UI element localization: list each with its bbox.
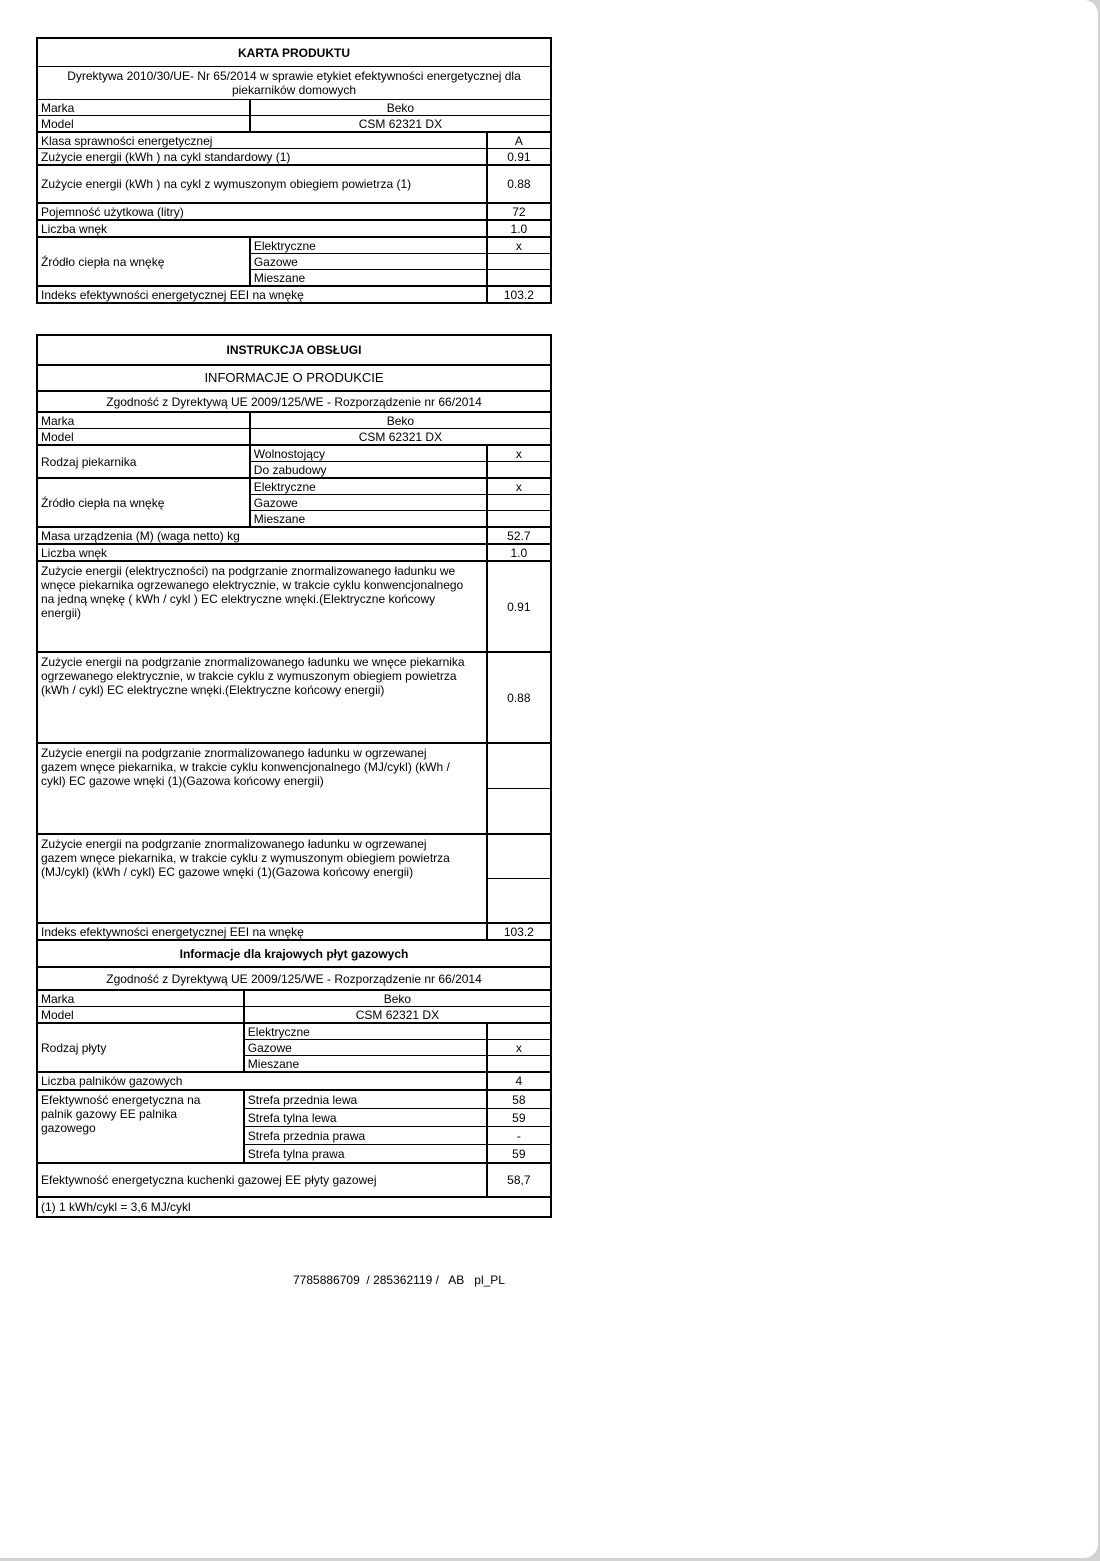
karta-directive: Dyrektywa 2010/30/UE- Nr 65/2014 w sprawie etykiet efektywności energetycznej dla piekarników domowych	[37, 67, 551, 100]
karta-klasa-value: A	[487, 132, 551, 149]
karta-zrodlo-option-label: Gazowe	[250, 254, 487, 270]
instrukcja-rodzaj-label: Rodzaj piekarnika	[37, 445, 250, 478]
karta-zuzycie-std-label: Zużycie energii (kWh ) na cykl standardowy (1)	[37, 149, 487, 166]
karta-zrodlo-option-label: Elektryczne	[250, 237, 487, 254]
instrukcja-model-value: CSM 62321 DX	[250, 429, 551, 446]
instrukcja-ec-el-fan-label: Zużycie energii na podgrzanie znormalizowanego ładunku we wnęce piekarnika ogrzewanego elektrycznie, w trakcie cyklu z wymuszonym obiegiem powietrza (kWh / cykl) EC elektryczne wnęki.(Elektryczne końcowy energii)	[37, 652, 487, 743]
gaz-ee-plyta-value: 58,7	[487, 1163, 551, 1197]
instrukcja-eei-label: Indeks efektywności energetycznej EEI na wnękę	[37, 923, 487, 940]
gaz-palniki-label: Liczba palników gazowych	[37, 1072, 487, 1090]
gaz-rodzaj-label: Rodzaj płyty	[37, 1023, 244, 1072]
instrukcja-directive: Zgodność z Dyrektywą UE 2009/125/WE - Rozporządzenie nr 66/2014	[37, 391, 551, 412]
karta-pojemnosc-value: 72	[487, 203, 551, 220]
gaz-marka-label: Marka	[37, 990, 244, 1007]
gaz-strefa-value: 58	[487, 1090, 551, 1109]
instrukcja-eei-value: 103.2	[487, 923, 551, 940]
instrukcja-title: INSTRUKCJA OBSŁUGI	[37, 335, 551, 365]
instrukcja-marka-value: Beko	[250, 412, 551, 429]
gaz-rodzaj-option-label: Elektryczne	[244, 1023, 487, 1040]
gaz-strefa-value: 59	[487, 1145, 551, 1164]
karta-marka-value: Beko	[250, 100, 551, 116]
gaz-title: Informacje dla krajowych płyt gazowych	[37, 940, 551, 967]
instrukcja-liczba-label: Liczba wnęk	[37, 544, 487, 561]
instrukcja-subtitle: INFORMACJE O PRODUKCIE	[37, 365, 551, 391]
instrukcja-marka-label: Marka	[37, 412, 250, 429]
karta-zuzycie-std-value: 0.91	[487, 149, 551, 166]
instrukcja-zrodlo-option-value	[487, 495, 551, 511]
karta-klasa-label: Klasa sprawności energetycznej	[37, 132, 487, 149]
instrukcja-ec-el-std-value: 0.91	[487, 561, 551, 652]
instrukcja-zrodlo-option-label: Gazowe	[250, 495, 487, 511]
karta-eei-value: 103.2	[487, 286, 551, 303]
karta-zrodlo-option-label: Mieszane	[250, 270, 487, 287]
karta-model-value: CSM 62321 DX	[250, 116, 551, 133]
instrukcja-ec-el-fan-value: 0.88	[487, 652, 551, 743]
instrukcja-zrodlo-option-value: x	[487, 478, 551, 495]
gaz-strefa-value: -	[487, 1127, 551, 1145]
gaz-rodzaj-option-label: Mieszane	[244, 1056, 487, 1073]
gaz-directive: Zgodność z Dyrektywą UE 2009/125/WE - Rozporządzenie nr 66/2014	[37, 967, 551, 990]
instrukcja-ec-gas-fan-kwh-value	[487, 879, 551, 924]
gaz-palniki-value: 4	[487, 1072, 551, 1090]
karta-title: KARTA PRODUKTU	[37, 38, 551, 67]
instrukcja-ec-gas-std-mj-value	[487, 743, 551, 789]
gaz-strefa-value: 59	[487, 1109, 551, 1127]
gaz-strefa-label: Strefa tylna lewa	[244, 1109, 487, 1127]
gaz-strefa-label: Strefa tylna prawa	[244, 1145, 487, 1164]
karta-liczba-label: Liczba wnęk	[37, 220, 487, 237]
instrukcja-zrodlo-option-label: Mieszane	[250, 511, 487, 528]
karta-zrodlo-option-value	[487, 270, 551, 287]
gaz-rodzaj-option-label: Gazowe	[244, 1040, 487, 1056]
instrukcja-zrodlo-option-value	[487, 511, 551, 528]
gaz-strefa-label: Strefa przednia prawa	[244, 1127, 487, 1145]
gaz-rodzaj-option-value: x	[487, 1040, 551, 1056]
karta-zrodlo-option-value: x	[487, 237, 551, 254]
document-code: 7785886709 / 285362119 / AB pl_PL	[293, 1273, 505, 1287]
gaz-ee-plyta-label: Efektywność energetyczna kuchenki gazowej EE płyty gazowej	[37, 1163, 487, 1197]
gaz-strefa-label: Strefa przednia lewa	[244, 1090, 487, 1109]
instrukcja-masa-label: Masa urządzenia (M) (waga netto) kg	[37, 527, 487, 544]
instrukcja-obslugi-table	[36, 334, 552, 1218]
gaz-model-value: CSM 62321 DX	[244, 1007, 551, 1024]
karta-eei-label: Indeks efektywności energetycznej EEI na wnękę	[37, 286, 487, 303]
gaz-rodzaj-option-value	[487, 1056, 551, 1073]
instrukcja-model-label: Model	[37, 429, 250, 446]
gaz-ee-palnik-label: Efektywność energetyczna na palnik gazowy EE palnika gazowego	[37, 1090, 244, 1163]
karta-produktu-table	[36, 37, 552, 304]
gaz-model-label: Model	[37, 1007, 244, 1024]
karta-zuzycie-fan-value: 0.88	[487, 165, 551, 203]
karta-marka-label: Marka	[37, 100, 250, 116]
instrukcja-ec-gas-std-kwh-value	[487, 789, 551, 835]
instrukcja-rodzaj-option-label: Do zabudowy	[250, 462, 487, 479]
karta-liczba-value: 1.0	[487, 220, 551, 237]
instrukcja-liczba-value: 1.0	[487, 544, 551, 561]
gaz-rodzaj-option-value	[487, 1023, 551, 1040]
instrukcja-ec-gas-fan-mj-value	[487, 834, 551, 879]
instrukcja-ec-gas-std-label: Zużycie energii na podgrzanie znormalizowanego ładunku w ogrzewanej gazem wnęce piekarnika, w trakcie cyklu konwencjonalnego (MJ/cykl) (kWh / cykl) EC gazowe wnęki (1)(Gazowa końcowy energii)	[37, 743, 487, 834]
instrukcja-zrodlo-label: Źródło ciepła na wnękę	[37, 478, 250, 527]
gaz-footnote: (1) 1 kWh/cykl = 3,6 MJ/cykl	[37, 1197, 551, 1217]
karta-pojemnosc-label: Pojemność użytkowa (litry)	[37, 203, 487, 220]
karta-zrodlo-option-value	[487, 254, 551, 270]
gaz-marka-value: Beko	[244, 990, 551, 1007]
karta-zrodlo-label: Źródło ciepła na wnękę	[37, 237, 250, 286]
instrukcja-rodzaj-option-value	[487, 462, 551, 479]
karta-zuzycie-fan-label: Zużycie energii (kWh ) na cykl z wymuszonym obiegiem powietrza (1)	[37, 165, 487, 203]
instrukcja-zrodlo-option-label: Elektryczne	[250, 478, 487, 495]
instrukcja-ec-el-std-label: Zużycie energii (elektryczności) na podgrzanie znormalizowanego ładunku we wnęce piekarnika ogrzewanego elektrycznie, w trakcie cyklu konwencjonalnego na jedną wnękę ( kWh / cykl ) EC elektryczne wnęki.(Elektryczne końcowy energii)	[37, 561, 487, 652]
instrukcja-rodzaj-option-label: Wolnostojący	[250, 445, 487, 462]
instrukcja-ec-gas-fan-label: Zużycie energii na podgrzanie znormalizowanego ładunku w ogrzewanej gazem wnęce piekarnika, w trakcie cyklu z wymuszonym obiegiem powietrza (MJ/cykl) (kWh / cykl) EC gazowe wnęki (1)(Gazowa końcowy energii)	[37, 834, 487, 923]
instrukcja-masa-value: 52.7	[487, 527, 551, 544]
karta-model-label: Model	[37, 116, 250, 133]
instrukcja-rodzaj-option-value: x	[487, 445, 551, 462]
